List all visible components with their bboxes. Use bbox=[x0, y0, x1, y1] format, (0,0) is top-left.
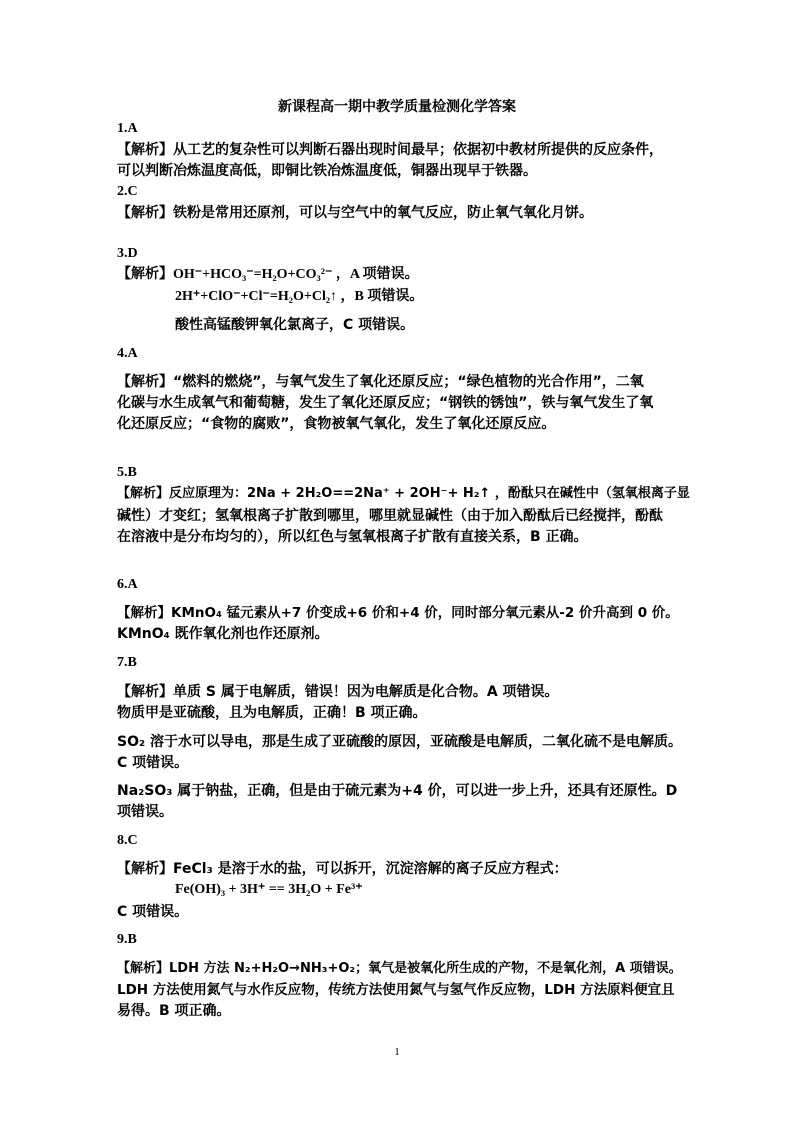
question-number: 9.B bbox=[117, 932, 137, 947]
question-number: 2.C bbox=[117, 184, 138, 199]
equation-line: Fe(OH)₃ + 3H⁺ == 3H₂O + Fe³⁺ bbox=[175, 882, 363, 897]
explanation-line: 易得。B 项正确。 bbox=[117, 1003, 231, 1019]
explanation-line: LDH 方法使用氮气与水作反应物，传统方法使用氮气与氢气作反应物，LDH 方法原料便宜且 bbox=[117, 982, 675, 998]
explanation-line: C 项错误。 bbox=[117, 755, 189, 771]
explanation-line: C 项错误。 bbox=[117, 904, 189, 920]
explanation-line: 【解析】OH⁻+HCO₃⁻=H₂O+CO₃²⁻ ，A 项错误。 bbox=[117, 267, 419, 282]
explanation-line: 【解析】铁粉是常用还原剂，可以与空气中的氧气反应，防止氧气氧化月饼。 bbox=[117, 205, 593, 221]
document-title: 新课程高一期中教学质量检测化学答案 bbox=[278, 99, 516, 115]
question-number: 7.B bbox=[117, 655, 137, 670]
page-number: 1 bbox=[394, 1046, 400, 1058]
explanation-line: 【解析】KMnO₄ 锰元素从+7 价变成+6 价和+4 价，同时部分氧元素从-2 价升高到 0 价。 bbox=[117, 605, 679, 621]
explanation-line: 在溶液中是分布均匀的），所以红色与氢氧根离子扩散有直接关系，B 正确。 bbox=[117, 529, 588, 545]
explanation-line: 酸性高锰酸钾氧化氯离子，C 项错误。 bbox=[175, 317, 415, 333]
explanation-line: 可以判断冶炼温度高低，即铜比铁冶炼温度低，铜器出现早于铁器。 bbox=[117, 163, 537, 179]
explanation-line: 物质甲是亚硫酸，且为电解质，正确！B 项正确。 bbox=[117, 705, 427, 721]
explanation-line: 【解析】FeCl₃ 是溶于水的盐，可以拆开，沉淀溶解的离子反应方程式： bbox=[117, 861, 568, 877]
explanation-line: 【解析】从工艺的复杂性可以判断石器出现时间最早；依据初中教材所提供的反应条件， bbox=[117, 142, 663, 158]
question-number: 1.A bbox=[117, 121, 138, 136]
explanation-line: 项错误。 bbox=[117, 804, 173, 820]
explanation-line: 【解析】反应原理为：2Na + 2H₂O==2Na⁺ + 2OH⁻+ H₂↑ ，酚酞只在碱性中（氢氧根离子显 bbox=[117, 486, 690, 501]
question-number: 3.D bbox=[117, 246, 138, 261]
question-number: 8.C bbox=[117, 833, 138, 848]
explanation-line: Na₂SO₃ 属于钠盐，正确，但是由于硫元素为+4 价，可以进一步上升，还具有还原性。D bbox=[117, 783, 678, 799]
question-number: 4.A bbox=[117, 346, 138, 361]
explanation-line: 碱性）才变红；氢氧根离子扩散到哪里，哪里就显碱性（由于加入酚酞后已经搅拌，酚酞 bbox=[117, 508, 663, 524]
explanation-line: 2H⁺+ClO⁻+Cl⁻=H₂O+Cl₂↑ ，B 项错误。 bbox=[175, 289, 424, 304]
explanation-line: 化碳与水生成氧气和葡萄糖，发生了氧化还原反应；“钢铁的锈蚀”，铁与氧气发生了氧 bbox=[117, 395, 654, 411]
explanation-line: KMnO₄ 既作氧化剂也作还原剂。 bbox=[117, 626, 329, 642]
explanation-line: 【解析】“燃料的燃烧”，与氧气发生了氧化还原反应；“绿色植物的光合作用”，二氧 bbox=[117, 374, 644, 390]
explanation-line: 【解析】LDH 方法 N₂+H₂O→NH₃+O₂；氧气是被氧化所生成的产物，不是氧化剂，A 项错误。 bbox=[117, 961, 682, 976]
explanation-line: 【解析】单质 S 属于电解质，错误！因为电解质是化合物。A 项错误。 bbox=[117, 684, 559, 700]
question-number: 5.B bbox=[117, 465, 137, 480]
explanation-line: SO₂ 溶于水可以导电，那是生成了亚硫酸的原因，亚硫酸是电解质，二氧化硫不是电解质。 bbox=[117, 734, 682, 750]
question-number: 6.A bbox=[117, 577, 138, 592]
explanation-line: 化还原反应；“食物的腐败”，食物被氧气氧化，发生了氧化还原反应。 bbox=[117, 416, 556, 432]
